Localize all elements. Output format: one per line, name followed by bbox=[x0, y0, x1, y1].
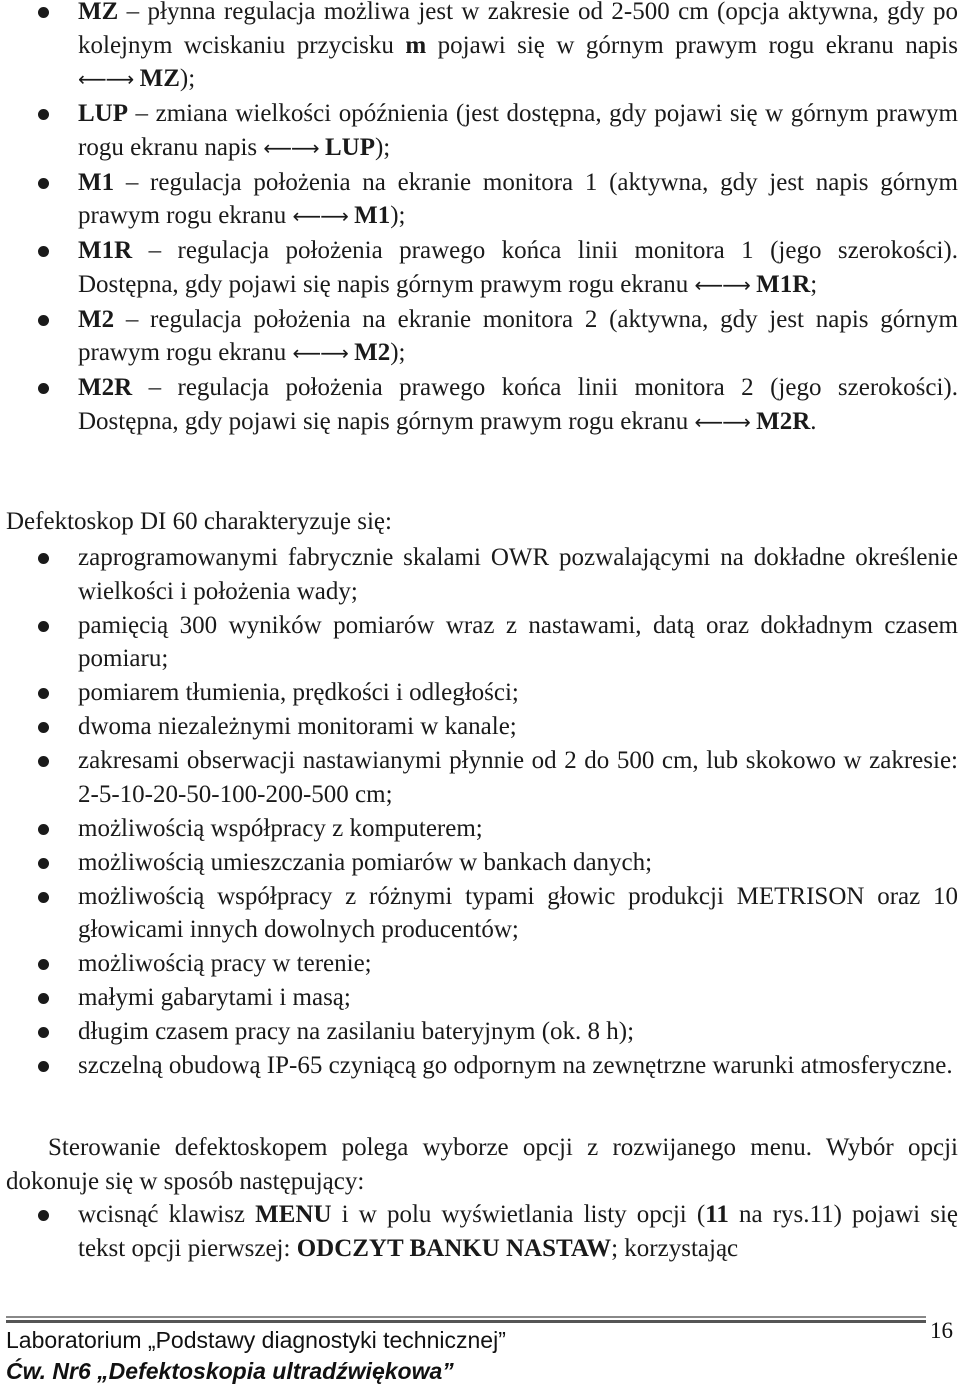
list-item: małymi gabarytami i masą; bbox=[0, 981, 960, 1015]
steps-list bbox=[0, 1198, 960, 1265]
bullet-icon bbox=[38, 621, 49, 632]
bullet-icon bbox=[38, 315, 49, 326]
bullet-icon bbox=[38, 824, 49, 835]
list-item: możliwością umieszczania pomiarów w bankach danych; bbox=[0, 846, 960, 880]
list-item: zaprogramowanymi fabrycznie skalami OWR pozwalającymi na dokładne określenie wielkości i położenia wady; bbox=[0, 541, 960, 608]
control-options-list bbox=[0, 0, 960, 440]
list-item: LUP – zmiana wielkości opóźnienia (jest dostępna, gdy pojawi się w górnym prawym rogu ekranu napis ⟵⟶ LUP); bbox=[0, 97, 960, 165]
double-arrow-icon: ⟵⟶ bbox=[78, 67, 134, 91]
list-item: szczelną obudową IP-65 czyniącą go odpornym na zewnętrzne warunki atmosferyczne. bbox=[0, 1049, 960, 1083]
bullet-icon bbox=[38, 858, 49, 869]
features-intro: Defektoskop DI 60 charakteryzuje się: bbox=[6, 508, 392, 535]
list-item: dwoma niezależnymi monitorami w kanale; bbox=[0, 710, 960, 744]
bullet-icon bbox=[38, 892, 49, 903]
list-item: możliwością pracy w terenie; bbox=[0, 947, 960, 981]
bullet-icon bbox=[38, 553, 49, 564]
footer-course-title: Laboratorium „Podstawy diagnostyki technicznej” bbox=[6, 1327, 506, 1353]
list-item: MZ – płynna regulacja możliwa jest w zakresie od 2-500 cm (opcja aktywna, gdy po kolejnym wciskaniu przycisku m pojawi się w górnym prawym rogu ekranu napis ⟵⟶ MZ); bbox=[0, 0, 960, 97]
list-item: możliwością współpracy z komputerem; bbox=[0, 812, 960, 846]
list-item: M2 – regulacja położenia na ekranie monitora 2 (aktywna, gdy jest napis górnym prawym rogu ekranu ⟵⟶ M2); bbox=[0, 303, 960, 371]
bullet-icon bbox=[38, 993, 49, 1004]
list-item: długim czasem pracy na zasilaniu bateryjnym (ok. 8 h); bbox=[0, 1015, 960, 1049]
list-item: wcisnąć klawisz MENU i w polu wyświetlania listy opcji (11 na rys.11) pojawi się tekst opcji pierwszej: ODCZYT BANKU NASTAW; korzystając bbox=[0, 1198, 960, 1265]
double-arrow-icon: ⟵⟶ bbox=[292, 341, 348, 365]
page-number: 16 bbox=[930, 1318, 953, 1343]
double-arrow-icon: ⟵⟶ bbox=[694, 272, 750, 297]
footer-rule bbox=[6, 1320, 926, 1323]
control-paragraph: Sterowanie defektoskopem polega wyborze opcji z rozwijanego menu. Wybór opcji dokonuje się w sposób następujący: bbox=[6, 1134, 958, 1195]
list-item: możliwością współpracy z różnymi typami głowic produkcji METRISON oraz 10 głowicami innych dowolnych producentów; bbox=[0, 880, 960, 947]
bullet-icon bbox=[38, 688, 49, 699]
list-item: pomiarem tłumienia, prędkości i odległości; bbox=[0, 676, 960, 710]
bullet-icon bbox=[38, 109, 49, 120]
double-arrow-icon: ⟵⟶ bbox=[694, 409, 750, 434]
footer-rule bbox=[6, 1316, 926, 1318]
bullet-icon bbox=[38, 7, 49, 18]
bullet-icon bbox=[38, 722, 49, 733]
features-list bbox=[0, 541, 960, 1083]
bullet-icon bbox=[38, 383, 49, 394]
list-item: M1 – regulacja położenia na ekranie monitora 1 (aktywna, gdy jest napis górnym prawym rogu ekranu ⟵⟶ M1); bbox=[0, 166, 960, 234]
bullet-icon bbox=[38, 959, 49, 970]
bullet-icon bbox=[38, 756, 49, 767]
double-arrow-icon: ⟵⟶ bbox=[292, 204, 348, 228]
bullet-icon bbox=[38, 1061, 49, 1072]
double-arrow-icon: ⟵⟶ bbox=[263, 135, 319, 160]
list-item: pamięcią 300 wyników pomiarów wraz z nastawami, datą oraz dokładnym czasem pomiaru; bbox=[0, 609, 960, 676]
bullet-icon bbox=[38, 246, 49, 257]
bullet-icon bbox=[38, 178, 49, 189]
bullet-icon bbox=[38, 1027, 49, 1038]
list-item: M1R – regulacja położenia prawego końca linii monitora 1 (jego szerokości). Dostępna, gdy pojawi się napis górnym prawym rogu ekranu ⟵⟶ M1R; bbox=[0, 234, 960, 302]
list-item: zakresami obserwacji nastawianymi płynnie od 2 do 500 cm, lub skokowo w zakresie: 2-5-10-20-50-100-200-500 cm; bbox=[0, 744, 960, 811]
list-item: M2R – regulacja położenia prawego końca linii monitora 2 (jego szerokości). Dostępna, gdy pojawi się napis górnym prawym rogu ekranu ⟵⟶ M2R. bbox=[0, 371, 960, 439]
footer-exercise-title: Ćw. Nr6 „Defektoskopia ultradźwiękowa” bbox=[6, 1358, 454, 1384]
bullet-icon bbox=[38, 1210, 49, 1221]
